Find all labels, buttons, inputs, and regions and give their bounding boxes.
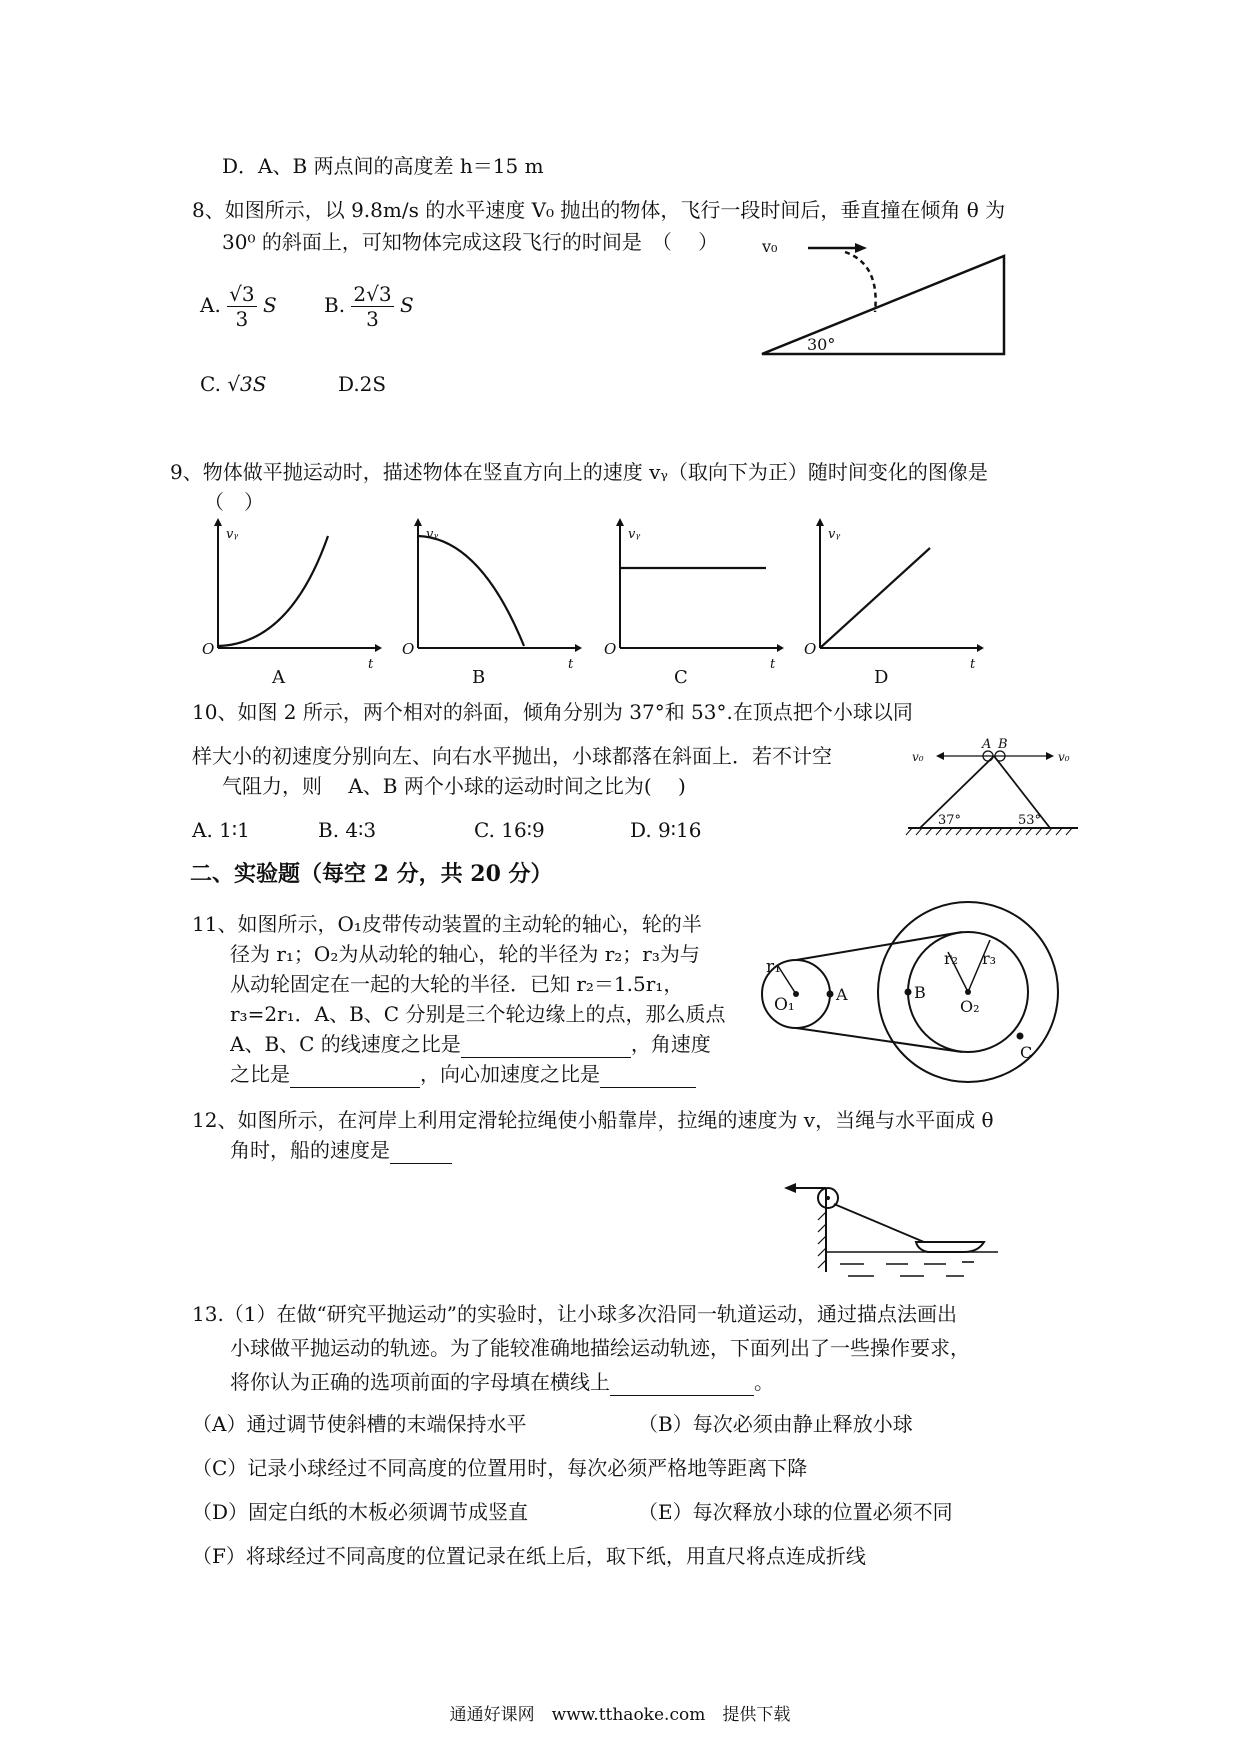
q8-stem-line2: 30⁰ 的斜面上，可知物体完成这段飞行的时间是 （ ） bbox=[222, 230, 719, 254]
q13-option-b: （B）每次必须由静止释放小球 bbox=[638, 1412, 913, 1436]
q11-line5-tail: ，角速度 bbox=[630, 1032, 711, 1056]
section-2-title: 二、实验题（每空 2 分，共 20 分） bbox=[190, 861, 553, 887]
q10-option-a: A. 1∶1 bbox=[192, 818, 250, 842]
q12-pulley-boat-figure bbox=[778, 1172, 1008, 1284]
q10-stem-line3: 气阻力，则 A、B 两个小球的运动时间之比为( ) bbox=[222, 774, 686, 798]
q9-graph-d-yaxis: vᵧ bbox=[828, 527, 841, 542]
q11-belt-drive-figure bbox=[750, 900, 1050, 1080]
q8-option-a-fraction bbox=[227, 282, 256, 331]
q8-option-a-label: A. bbox=[200, 293, 221, 317]
q8-option-b-numerator: 2√3 bbox=[353, 282, 392, 306]
q8-option-a-numerator: √3 bbox=[229, 282, 255, 306]
q9-graph-d-label: D bbox=[874, 667, 889, 688]
q11-angular-velocity-blank[interactable] bbox=[290, 1065, 420, 1088]
q10-fig-label-a: A bbox=[982, 737, 992, 752]
q11-fig-r3: r₃ bbox=[982, 949, 997, 968]
q9-graph-c-xaxis: t bbox=[770, 657, 776, 672]
q12-line2-text: 角时，船的速度是 bbox=[230, 1138, 390, 1162]
q11-line6-mid: ，向心加速度之比是 bbox=[420, 1062, 600, 1086]
q13-line1: 13.（1）在做“研究平抛运动”的实验时，让小球多次沿同一轨道运动，通过描点法画出 bbox=[192, 1302, 957, 1326]
q12-line1: 12、如图所示，在河岸上利用定滑轮拉绳使小船靠岸，拉绳的速度为 v，当绳与水平面成 θ bbox=[192, 1108, 994, 1132]
q9-graph-d-origin: O bbox=[804, 640, 817, 658]
q10-option-d: D. 9∶16 bbox=[630, 818, 702, 842]
q8-fig-v0-label: v₀ bbox=[762, 237, 778, 256]
q10-double-incline-figure bbox=[900, 736, 1082, 836]
q11-line6 bbox=[230, 1060, 696, 1088]
q11-fig-r1: r₁ bbox=[766, 957, 781, 977]
q11-fig-o2: O₂ bbox=[960, 997, 980, 1016]
q9-graph-d-xaxis: t bbox=[970, 657, 976, 672]
q13-option-e: （E）每次释放小球的位置必须不同 bbox=[638, 1500, 953, 1524]
q13-line2: 小球做平抛运动的轨迹。为了能较准确地描绘运动轨迹，下面列出了一些操作要求， bbox=[230, 1336, 970, 1360]
q8-option-b bbox=[324, 282, 414, 331]
q13-option-a: （A）通过调节使斜槽的末端保持水平 bbox=[192, 1412, 527, 1436]
q13-line3-text: 将你认为正确的选项前面的字母填在横线上 bbox=[230, 1370, 610, 1394]
q11-line6-text: 之比是 bbox=[230, 1062, 290, 1086]
q13-line3 bbox=[230, 1368, 774, 1396]
q9-graph-c bbox=[602, 518, 782, 688]
q8-option-b-label: B. bbox=[324, 293, 346, 317]
q13-option-f: （F）将球经过不同高度的位置记录在纸上后，取下纸，用直尺将点连成折线 bbox=[192, 1544, 866, 1568]
q9-stem-line2: （ ） bbox=[204, 490, 264, 514]
q11-line2: 径为 r₁；O₂为从动轮的轴心，轮的半径为 r₂；r₃为与 bbox=[230, 942, 700, 966]
q13-line3-tail: 。 bbox=[754, 1370, 774, 1394]
q11-line4: r₃=2r₁．A、B、C 分别是三个轮边缘上的点，那么质点 bbox=[230, 1002, 726, 1026]
q13-option-d: （D）固定白纸的木板必须调节成竖直 bbox=[192, 1500, 529, 1524]
q9-graph-b-origin: O bbox=[402, 640, 415, 658]
q8-option-c bbox=[200, 370, 266, 398]
q11-fig-point-c: C bbox=[1020, 1043, 1033, 1062]
q8-fig-angle-label: 30° bbox=[807, 335, 836, 354]
q8-option-c-value: √3S bbox=[227, 372, 267, 396]
q9-graph-b-xaxis: t bbox=[568, 657, 574, 672]
q11-centripetal-accel-blank[interactable] bbox=[600, 1065, 696, 1088]
q9-graph-b-label: B bbox=[472, 667, 486, 688]
q9-graph-d bbox=[802, 518, 982, 688]
q9-graph-a-yaxis: vᵧ bbox=[226, 527, 239, 542]
q8-option-a-unit: S bbox=[263, 293, 277, 317]
q8-option-c-label: C. bbox=[200, 372, 221, 396]
q9-graph-c-origin: O bbox=[604, 640, 617, 658]
q7-option-d: D．A、B 两点间的高度差 h＝15 m bbox=[222, 154, 544, 178]
page-footer: 通通好课网 www.tthaoke.com 提供下载 bbox=[449, 1705, 791, 1725]
q9-graph-a-xaxis: t bbox=[368, 657, 374, 672]
q8-option-b-fraction bbox=[351, 282, 393, 331]
q9-graph-a-origin: O bbox=[202, 640, 215, 658]
q9-stem-line1: 9、物体做平抛运动时，描述物体在竖直方向上的速度 vᵧ（取向下为正）随时间变化的图像是 bbox=[170, 460, 988, 484]
q11-fig-o1: O₁ bbox=[774, 995, 795, 1015]
q9-graph-b-yaxis: vᵧ bbox=[426, 527, 439, 542]
q12-boat-speed-blank[interactable] bbox=[390, 1141, 452, 1164]
q10-fig-angle-37: 37° bbox=[938, 813, 962, 828]
q10-stem-line1: 10、如图 2 所示，两个相对的斜面，倾角分别为 37°和 53°.在顶点把个小球以同 bbox=[192, 700, 913, 724]
q10-option-b: B. 4∶3 bbox=[318, 818, 377, 842]
q10-fig-v0-right: v₀ bbox=[1058, 750, 1070, 764]
q10-stem-line2: 样大小的初速度分别向左、向右水平抛出，小球都落在斜面上．若不计空 bbox=[192, 744, 832, 768]
q11-line3: 从动轮固定在一起的大轮的半径．已知 r₂＝1.5r₁， bbox=[230, 972, 684, 996]
q11-line1: 11、如图所示，O₁皮带传动装置的主动轮的轴心，轮的半 bbox=[192, 912, 702, 936]
q9-graph-a bbox=[200, 518, 380, 688]
q10-option-c: C. 16∶9 bbox=[474, 818, 545, 842]
q8-option-a bbox=[200, 282, 277, 331]
q8-stem-line1: 8、如图所示，以 9.8m/s 的水平速度 V₀ 抛出的物体，飞行一段时间后，垂直撞在倾角 θ 为 bbox=[192, 198, 1006, 222]
q12-line2 bbox=[230, 1136, 452, 1164]
q9-graph-c-yaxis: vᵧ bbox=[628, 527, 641, 542]
q11-fig-r2: r₂ bbox=[944, 949, 959, 968]
q9-graph-c-label: C bbox=[674, 667, 688, 688]
q10-fig-label-b: B bbox=[998, 737, 1008, 752]
q8-option-b-denominator: 3 bbox=[366, 307, 379, 331]
q11-fig-point-a: A bbox=[836, 985, 848, 1004]
q11-line5 bbox=[230, 1030, 711, 1058]
q9-graph-b bbox=[400, 518, 580, 688]
q8-option-d: D.2S bbox=[338, 372, 387, 396]
q11-fig-point-b: B bbox=[914, 983, 926, 1002]
q11-linear-velocity-blank[interactable] bbox=[461, 1035, 631, 1058]
q8-option-b-unit: S bbox=[399, 293, 414, 317]
q10-fig-angle-53: 53° bbox=[1018, 813, 1042, 828]
q8-incline-figure bbox=[750, 236, 1010, 366]
q10-fig-v0-left: v₀ bbox=[912, 750, 924, 764]
q13-option-c: （C）记录小球经过不同高度的位置用时，每次必须严格地等距离下降 bbox=[192, 1456, 808, 1480]
q8-option-a-denominator: 3 bbox=[235, 307, 249, 331]
q9-graph-a-label: A bbox=[272, 667, 285, 688]
q13-answer-blank[interactable] bbox=[610, 1373, 754, 1396]
q11-line5-text: A、B、C 的线速度之比是 bbox=[230, 1032, 461, 1056]
